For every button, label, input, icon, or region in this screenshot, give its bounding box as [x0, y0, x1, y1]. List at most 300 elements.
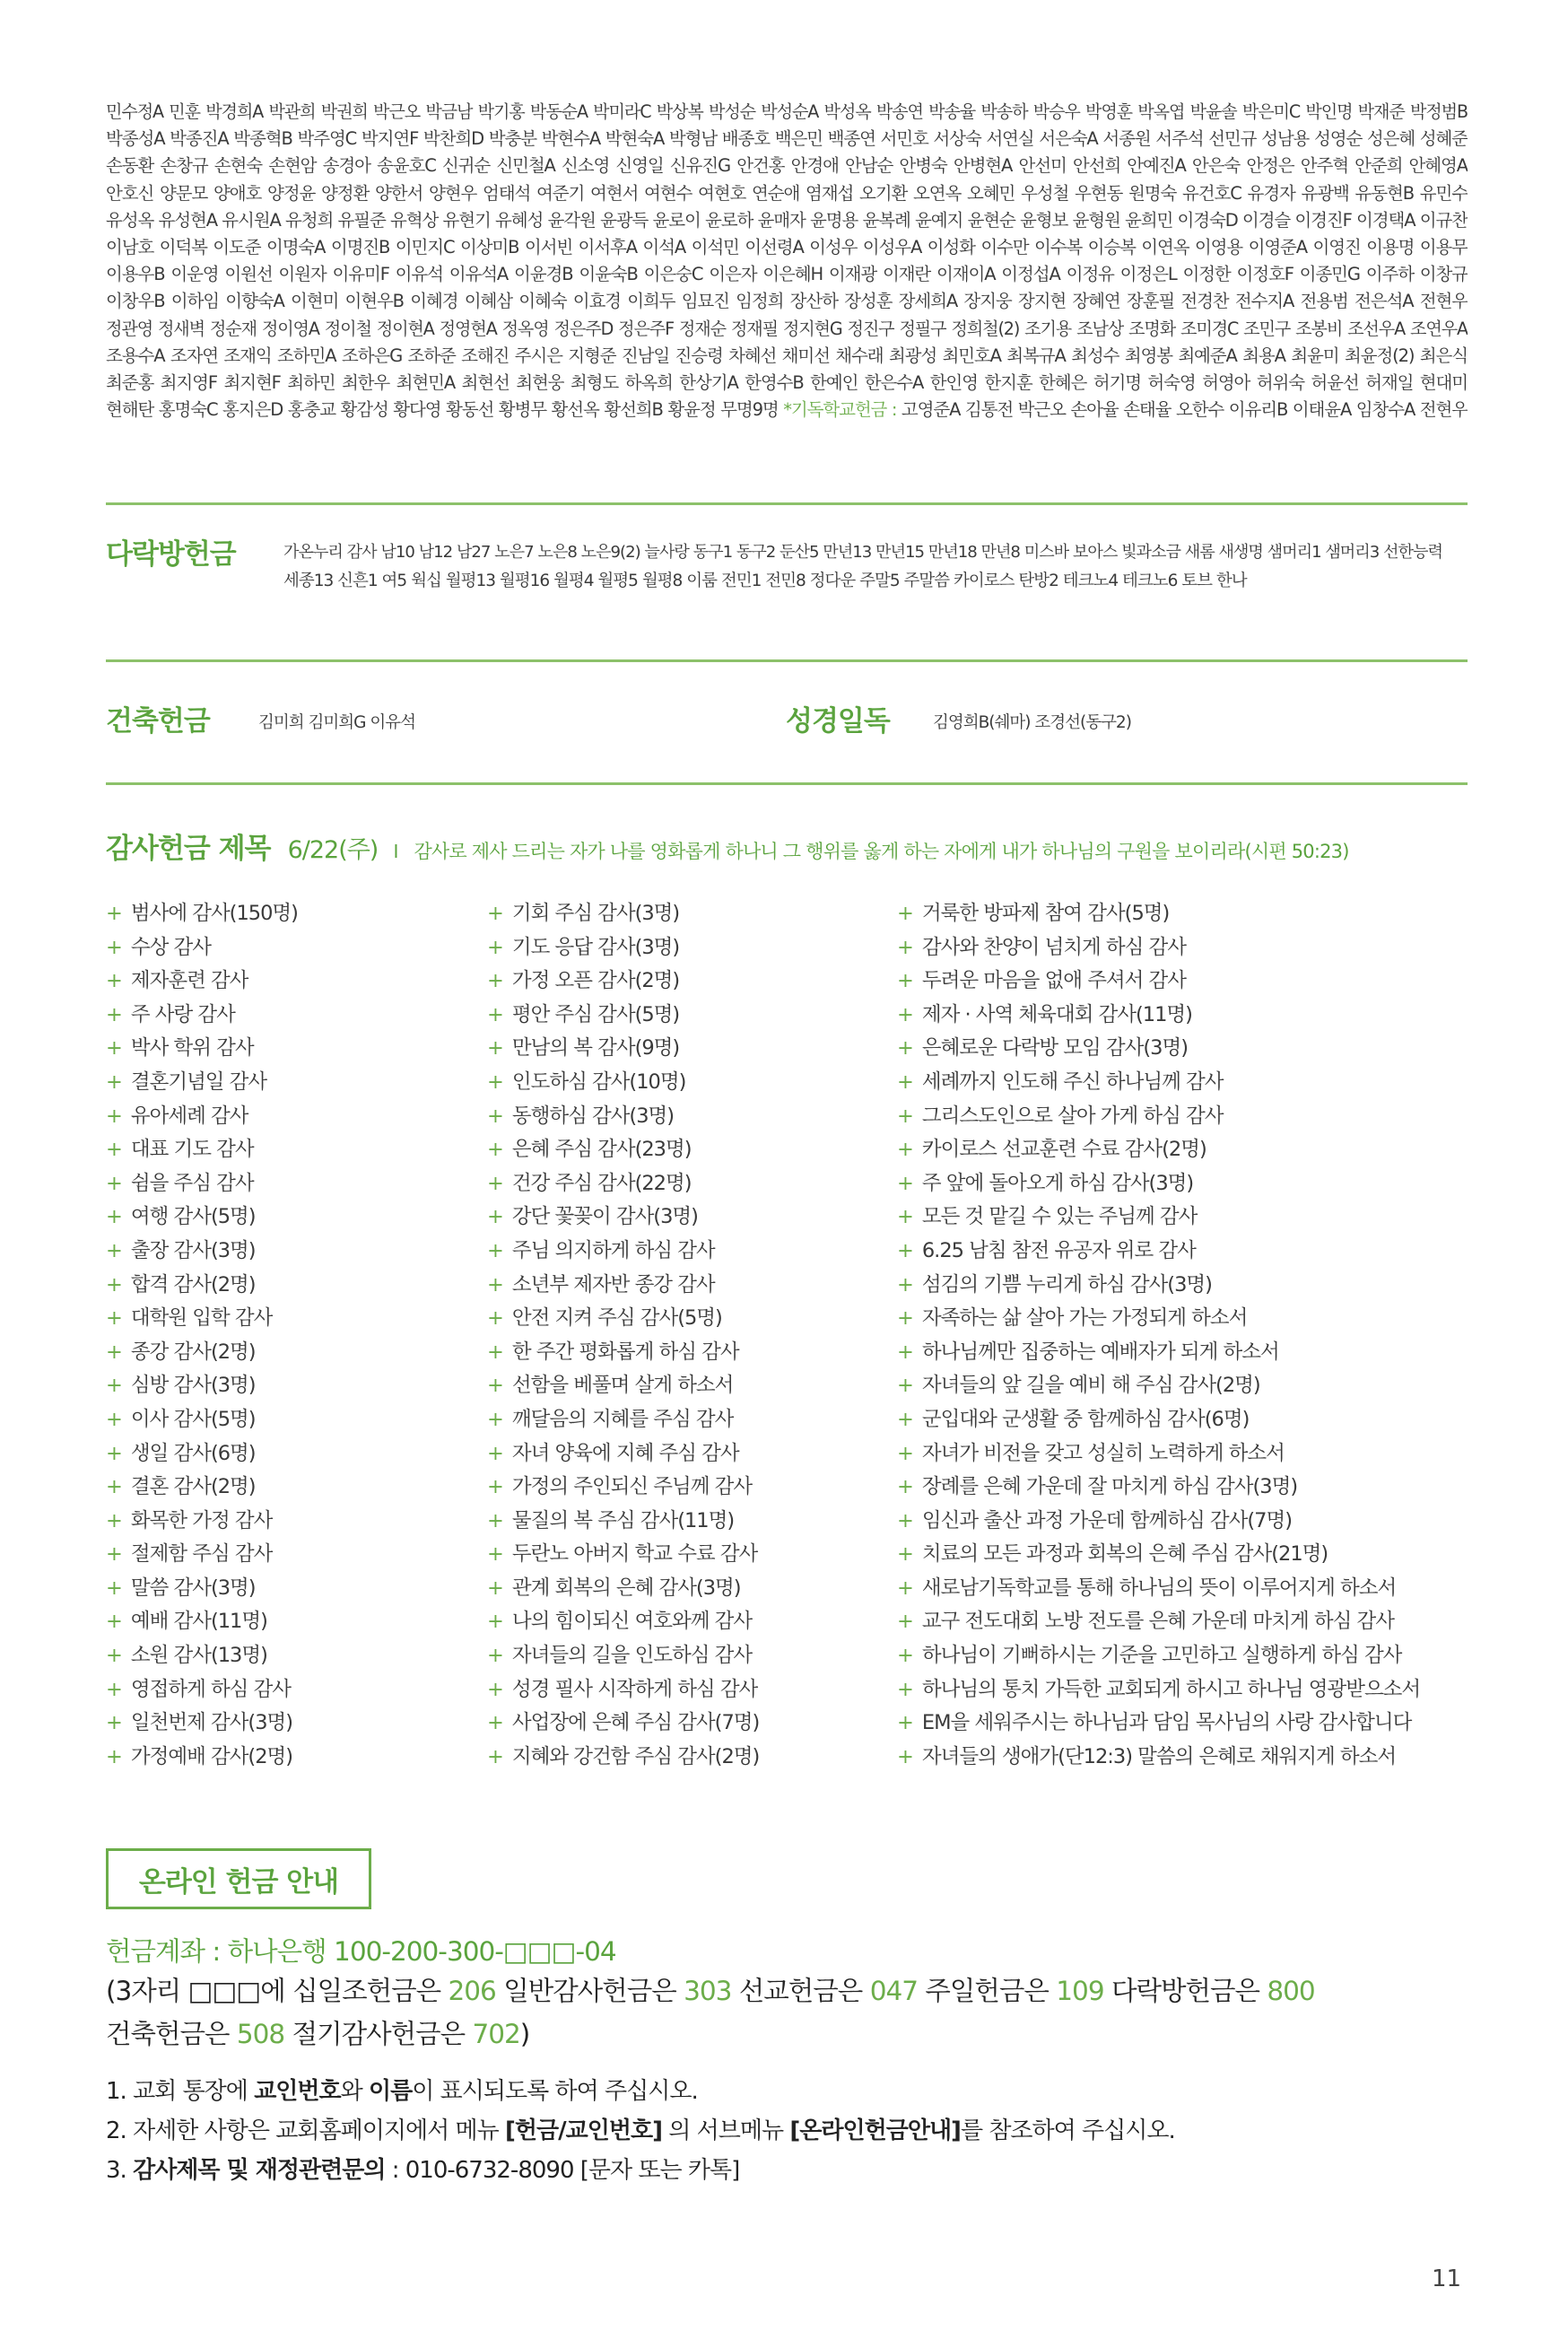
darakbang-title: 다락방헌금 — [106, 538, 236, 571]
note-2 — [106, 2112, 1175, 2145]
note-bold: 교인번호 — [254, 2078, 341, 2105]
plus-icon: + — [106, 1306, 122, 1331]
thanks-item-label: 기회 주심 감사(3명) — [511, 902, 680, 925]
thanks-column-3 — [897, 897, 1420, 1774]
donor-names-line: 박종성A 박종진A 박종혁B 박주영C 박지연F 박찬희D 박충분 박현수A 박현숙A 박형남 배종호 백은민 백종연 서민호 서상숙 서연실 서은숙A 서종원 서주석 선민규 성남용 성영순 성은혜 성혜준 — [106, 128, 1468, 150]
thanks-item-label: 관계 회복의 은혜 감사(3명) — [511, 1576, 741, 1600]
divider — [106, 502, 1468, 505]
thanks-item — [897, 1336, 1420, 1370]
thanks-column-2 — [487, 897, 759, 1774]
thanks-item-label: 그리스도인으로 살아 가게 하심 감사 — [921, 1104, 1224, 1128]
page-number: 11 — [1432, 2266, 1462, 2292]
thanks-item — [487, 1605, 759, 1639]
note-bold: [헌금/교인번호] — [505, 2117, 662, 2144]
thanks-item — [487, 1269, 759, 1303]
thanks-item-label: 건강 주심 감사(22명) — [511, 1171, 692, 1195]
thanks-item — [897, 1167, 1420, 1201]
thanks-item-label: 두란노 아버지 학교 수료 감사 — [511, 1542, 758, 1567]
plus-icon: + — [106, 1272, 122, 1296]
account-line: 헌금계좌 : 하나은행 100-200-300-□□□-04 — [106, 1936, 616, 1967]
thanks-item — [487, 1572, 759, 1606]
thanks-item-label: 은혜로운 다락방 모임 감사(3명) — [921, 1036, 1189, 1061]
note-bold: [온라인헌금안내] — [789, 2117, 961, 2144]
thanks-item — [487, 1538, 759, 1572]
plus-icon: + — [897, 1677, 913, 1701]
plus-icon: + — [897, 1238, 913, 1262]
thanks-item-label: 새로남기독학교를 통해 하나님의 뜻이 이루어지게 하소서 — [921, 1576, 1397, 1600]
plus-icon: + — [897, 1441, 913, 1465]
donor-names-line: 이남호 이덕복 이도준 이명숙A 이명진B 이민지C 이상미B 이서빈 이서후A 이석A 이석민 이선령A 이성우 이성우A 이성화 이수만 이수복 이승복 이연옥 이영용 이영준A 이영진 이용명 이용무 — [106, 236, 1468, 258]
plus-icon: + — [897, 1069, 913, 1094]
thanks-item-label: 기도 응답 감사(3명) — [511, 935, 680, 959]
darakbang-line-1: 가온누리 감사 남10 남12 남27 노은7 노은8 노은9(2) 늘사랑 동구1 동구2 둔산5 만년13 만년15 만년18 만년8 미스바 보아스 빛과소금 새롬 새생명 샘머리1 샘머리3 선한능력 — [283, 543, 1442, 562]
thanks-item-label: 자족하는 삶 살아 가는 가정되게 하소서 — [921, 1306, 1248, 1331]
thanks-item — [487, 1336, 759, 1370]
plus-icon: + — [897, 1340, 913, 1364]
thanks-item-label: 선함을 베풀며 살게 하소서 — [511, 1374, 734, 1398]
thanks-item — [897, 1639, 1420, 1673]
thanks-verse: 감사로 제사 드리는 자가 나를 영화롭게 하나니 그 행위를 옳게 하는 자에게 내가 하나님의 구원을 보이리라(시편 50:23) — [414, 841, 1349, 862]
plus-icon: + — [487, 1711, 503, 1735]
thanks-item — [487, 1471, 759, 1505]
plus-icon: + — [897, 1171, 913, 1195]
plus-icon: + — [487, 1171, 503, 1195]
thanks-item — [897, 1673, 1420, 1707]
plus-icon: + — [897, 935, 913, 959]
thanks-item-label: 카이로스 선교훈련 수료 감사(2명) — [921, 1138, 1206, 1162]
thanks-item — [487, 1437, 759, 1471]
plus-icon: + — [487, 1002, 503, 1026]
plus-icon: + — [897, 1374, 913, 1398]
plus-icon: + — [487, 1677, 503, 1701]
note-1 — [106, 2073, 698, 2106]
thanks-item — [487, 1133, 759, 1167]
plus-icon: + — [106, 1508, 122, 1532]
plus-icon: + — [487, 1441, 503, 1465]
thanks-item — [487, 1032, 759, 1066]
building-names: 김미희 김미희G 이유석 — [258, 713, 415, 732]
thanks-item — [487, 1505, 759, 1539]
thanks-item — [897, 1133, 1420, 1167]
thanks-item-label: 일천번제 감사(3명) — [130, 1711, 293, 1735]
thanks-item-label: 화목한 가정 감사 — [130, 1508, 273, 1532]
plus-icon: + — [106, 902, 122, 925]
code-tithe: 206 — [448, 1976, 496, 2006]
thanks-item — [106, 1437, 298, 1471]
thanks-item-label: 장례를 은혜 가운데 잘 마치게 하심 감사(3명) — [921, 1475, 1298, 1499]
plus-icon: + — [106, 1238, 122, 1262]
thanks-item — [487, 1167, 759, 1201]
thanks-separator: I — [393, 841, 399, 862]
thanks-item-label: 소년부 제자반 종강 감사 — [511, 1272, 715, 1296]
thanks-item — [897, 1269, 1420, 1303]
note-text: 의 서브메뉴 — [668, 2117, 784, 2144]
bible-reading-title: 성경일독 — [786, 705, 890, 738]
plus-icon: + — [487, 1238, 503, 1262]
plus-icon: + — [897, 1744, 913, 1768]
thanks-item-label: 결혼기념일 감사 — [130, 1069, 267, 1094]
thanks-item — [106, 931, 298, 965]
plus-icon: + — [106, 1407, 122, 1431]
plus-icon: + — [106, 1542, 122, 1567]
donor-names-line: 최준홍 최지영F 최지현F 최하민 최한우 최현민A 최현선 최현웅 최형도 하옥희 한상기A 한영수B 한예인 한은수A 한인영 한지훈 한혜은 허기명 허숙영 허영아 허위숙 허윤선 허재일 현대미 — [106, 371, 1468, 393]
codes-text: 일반감사헌금은 — [503, 1976, 676, 2006]
thanks-item-label: 두려운 마음을 없애 주셔서 감사 — [921, 969, 1187, 993]
plus-icon: + — [106, 1374, 122, 1398]
note-text: 3. — [106, 2157, 126, 2184]
thanks-item-label: 수상 감사 — [130, 935, 211, 959]
thanks-item — [106, 1133, 298, 1167]
thanks-item — [487, 1302, 759, 1336]
christian-school-offering-label: *기독학교헌금 : — [783, 399, 897, 421]
codes-text: ) — [519, 2019, 530, 2049]
thanks-item-label: 말씀 감사(3명) — [130, 1576, 256, 1600]
code-line-2 — [106, 2013, 529, 2051]
thanks-item-label: 세례까지 인도해 주신 하나님께 감사 — [921, 1069, 1224, 1094]
thanks-item-label: 심방 감사(3명) — [130, 1374, 256, 1398]
thanks-item-label: 치료의 모든 과정과 회복의 은혜 주심 감사(21명) — [921, 1542, 1328, 1567]
plus-icon: + — [106, 1002, 122, 1026]
plus-icon: + — [487, 935, 503, 959]
names-last-before: 현해탄 홍명숙C 홍지은D 홍충교 황감성 황다영 황동선 황병무 황선옥 황선희B 황윤정 무명9명 — [106, 399, 779, 421]
code-mission: 047 — [869, 1976, 918, 2006]
thanks-item-label: 대표 기도 감사 — [130, 1138, 254, 1162]
note-3 — [106, 2152, 739, 2185]
thanks-item-label: 소원 감사(13명) — [130, 1644, 267, 1668]
plus-icon: + — [106, 1138, 122, 1162]
thanks-item — [487, 965, 759, 999]
plus-icon: + — [106, 1576, 122, 1600]
thanks-item-label: 영접하게 하심 감사 — [130, 1677, 292, 1701]
plus-icon: + — [897, 1138, 913, 1162]
thanks-item-label: 자녀 양육에 지혜 주심 감사 — [511, 1441, 739, 1465]
plus-icon: + — [897, 1104, 913, 1128]
plus-icon: + — [487, 1069, 503, 1094]
thanks-item-label: 예배 감사(11명) — [130, 1610, 267, 1634]
thanks-item — [487, 999, 759, 1033]
plus-icon: + — [487, 1138, 503, 1162]
plus-icon: + — [487, 969, 503, 993]
donor-names-line: 안호신 양문모 양애호 양정윤 양정환 양한서 양현우 엄태석 여준기 여현서 여현수 여현호 연순애 염재섭 오기환 오연옥 오혜민 우성철 우현동 원명숙 유건호C 유경자 유광백 유동현B 유민수 — [106, 182, 1468, 204]
plus-icon: + — [897, 1272, 913, 1296]
thanks-item — [106, 1066, 298, 1100]
plus-icon: + — [897, 1508, 913, 1532]
thanks-item — [106, 1336, 298, 1370]
thanks-item — [897, 999, 1420, 1033]
code-darakbang: 800 — [1267, 1976, 1315, 2006]
thanks-item — [106, 1302, 298, 1336]
thanks-item-label: 섬김의 기쁨 누리게 하심 감사(3명) — [921, 1272, 1212, 1296]
thanks-item-label: 주 앞에 돌아오게 하심 감사(3명) — [921, 1171, 1194, 1195]
thanks-item-label: 주 사랑 감사 — [130, 1002, 235, 1026]
codes-text: 다락방헌금은 — [1111, 1976, 1259, 2006]
plus-icon: + — [106, 1171, 122, 1195]
donor-names-block — [106, 99, 1468, 397]
note-text: 를 참조하여 주십시오. — [960, 2117, 1175, 2144]
thanks-item — [897, 931, 1420, 965]
thanks-item-label: 자녀들의 길을 인도하심 감사 — [511, 1644, 753, 1668]
thanks-item-label: 종강 감사(2명) — [130, 1340, 256, 1364]
plus-icon: + — [106, 1441, 122, 1465]
thanks-item-label: 만남의 복 감사(9명) — [511, 1036, 680, 1061]
thanks-item — [106, 1167, 298, 1201]
thanks-item — [106, 1369, 298, 1403]
plus-icon: + — [897, 1205, 913, 1229]
thanks-item — [106, 897, 298, 931]
plus-icon: + — [487, 1272, 503, 1296]
thanks-item-label: 강단 꽃꽂이 감사(3명) — [511, 1205, 698, 1229]
plus-icon: + — [487, 1205, 503, 1229]
thanks-item — [106, 1707, 298, 1741]
donor-names-last-line — [106, 397, 1468, 423]
darakbang-line-2: 세종13 신흔1 여5 웍십 월평13 월평16 월평4 월평5 월평8 이룸 전민1 전민8 정다운 주말5 주말씀 카이로스 탄방2 테크노4 테크노6 토브 한나 — [283, 572, 1247, 590]
thanks-item — [106, 1673, 298, 1707]
thanks-item-label: 평안 주심 감사(5명) — [511, 1002, 680, 1026]
thanks-item — [897, 1200, 1420, 1235]
thanks-item — [106, 1572, 298, 1606]
plus-icon: + — [487, 1508, 503, 1532]
divider — [106, 659, 1468, 662]
plus-icon: + — [106, 1475, 122, 1499]
plus-icon: + — [487, 1542, 503, 1567]
thanks-item-label: 합격 감사(2명) — [130, 1272, 256, 1296]
thanks-item — [487, 1639, 759, 1673]
thanks-item-label: 박사 학위 감사 — [130, 1036, 254, 1061]
plus-icon: + — [487, 1340, 503, 1364]
thanks-item-label: 안전 지켜 주심 감사(5명) — [511, 1306, 722, 1331]
plus-icon: + — [106, 1340, 122, 1364]
thanks-item — [897, 1572, 1420, 1606]
thanks-item-label: 나의 힘이되신 여호와께 감사 — [511, 1610, 753, 1634]
thanks-item — [897, 1707, 1420, 1741]
thanks-item-label: 하나님의 통치 가득한 교회되게 하시고 하나님 영광받으소서 — [921, 1677, 1421, 1701]
plus-icon: + — [487, 1744, 503, 1768]
plus-icon: + — [106, 1644, 122, 1668]
plus-icon: + — [897, 1542, 913, 1567]
thanks-item-label: 성경 필사 시작하게 하심 감사 — [511, 1677, 758, 1701]
thanks-date: 6/22(주) — [287, 836, 379, 864]
thanks-item — [487, 1707, 759, 1741]
thanks-item-label: 하나님이 기뻐하시는 기준을 고민하고 실행하게 하심 감사 — [921, 1644, 1402, 1668]
plus-icon: + — [487, 1374, 503, 1398]
thanks-item — [106, 1639, 298, 1673]
donor-names-line: 이용우B 이운영 이원선 이원자 이유미F 이유석 이유석A 이윤경B 이윤숙B 이은숭C 이은자 이은혜H 이재광 이재란 이재이A 이정섭A 이정유 이정은L 이정한 이정호F 이종민G 이주하 이창규 — [106, 264, 1468, 285]
thanks-item-label: 쉼을 주심 감사 — [130, 1171, 254, 1195]
names-last-after: 고영준A 김통전 박근오 손아율 손태율 오한수 이유리B 이태윤A 임창수A 전현우 — [901, 399, 1468, 421]
thanks-item-label: 생일 감사(6명) — [130, 1441, 256, 1465]
plus-icon: + — [106, 1610, 122, 1634]
codes-text: 건축헌금은 — [106, 2019, 230, 2049]
code-line-1 — [106, 1970, 1315, 2008]
thanks-item — [897, 1741, 1420, 1775]
thanks-item — [487, 1673, 759, 1707]
plus-icon: + — [897, 1036, 913, 1061]
thanks-item — [897, 1369, 1420, 1403]
thanks-item — [106, 1403, 298, 1437]
thanks-header — [106, 825, 1349, 866]
code-thanks: 303 — [684, 1976, 732, 2006]
bible-reading-names: 김영희B(쉐마) 조경선(동구2) — [933, 713, 1131, 732]
codes-text: 선교헌금은 — [738, 1976, 863, 2006]
thanks-item — [487, 1235, 759, 1269]
thanks-item-label: 가정예배 감사(2명) — [130, 1744, 293, 1768]
thanks-item — [487, 931, 759, 965]
plus-icon: + — [106, 1036, 122, 1061]
plus-icon: + — [487, 1644, 503, 1668]
thanks-item — [106, 1100, 298, 1134]
thanks-item-label: 결혼 감사(2명) — [130, 1475, 256, 1499]
plus-icon: + — [106, 1677, 122, 1701]
plus-icon: + — [897, 1644, 913, 1668]
thanks-item — [897, 1437, 1420, 1471]
thanks-item — [106, 999, 298, 1033]
thanks-item — [106, 1538, 298, 1572]
plus-icon: + — [106, 1104, 122, 1128]
thanks-item-label: 대학원 입학 감사 — [130, 1306, 273, 1331]
thanks-item-label: 출장 감사(3명) — [130, 1238, 256, 1262]
note-text: : 010-6732-8090 [문자 또는 카톡] — [391, 2157, 740, 2184]
thanks-item-label: 한 주간 평화롭게 하심 감사 — [511, 1340, 739, 1364]
plus-icon: + — [487, 1475, 503, 1499]
plus-icon: + — [106, 969, 122, 993]
code-sunday: 109 — [1056, 1976, 1104, 2006]
plus-icon: + — [897, 1002, 913, 1026]
thanks-item-label: 자녀들의 생애가(단12:3) 말씀의 은혜로 채워지게 하소서 — [921, 1744, 1397, 1768]
plus-icon: + — [897, 1711, 913, 1735]
thanks-item-label: 범사에 감사(150명) — [130, 902, 298, 925]
thanks-item-label: 동행하심 감사(3명) — [511, 1104, 675, 1128]
codes-text: 절기감사헌금은 — [292, 2019, 466, 2049]
thanks-item — [106, 1505, 298, 1539]
note-bold: 이름 — [369, 2078, 413, 2105]
codes-text: 주일헌금은 — [925, 1976, 1049, 2006]
donor-names-line: 이창우B 이하임 이향숙A 이현미 이현우B 이혜경 이혜삼 이혜숙 이효경 이희두 임묘진 임정희 장산하 장성훈 장세희A 장지웅 장지현 장혜연 장훈필 전경찬 전수지A 전용범 전은석A 전현우 — [106, 291, 1468, 312]
plus-icon: + — [487, 1576, 503, 1600]
thanks-item-label: EM을 세워주시는 하나님과 담임 목사님의 사랑 감사합니다 — [921, 1711, 1412, 1735]
note-bold: 감사제목 및 재정관련문의 — [133, 2157, 386, 2184]
thanks-title: 감사헌금 제목 — [106, 833, 271, 865]
building-title: 건축헌금 — [106, 705, 210, 738]
thanks-item-label: 가정 오픈 감사(2명) — [511, 969, 680, 993]
thanks-item — [106, 1605, 298, 1639]
thanks-item-label: 자녀가 비전을 갖고 성실히 노력하게 하소서 — [921, 1441, 1285, 1465]
plus-icon: + — [487, 1104, 503, 1128]
plus-icon: + — [487, 902, 503, 925]
thanks-item — [106, 965, 298, 999]
thanks-item-label: 6.25 남침 참전 유공자 위로 감사 — [921, 1238, 1196, 1262]
thanks-item-label: 군입대와 군생활 중 함께하심 감사(6명) — [921, 1407, 1250, 1431]
thanks-item-label: 은혜 주심 감사(23명) — [511, 1138, 692, 1162]
thanks-item — [897, 897, 1420, 931]
donor-names-line: 손동환 손창규 손현숙 손현암 송경아 송윤호C 신귀순 신민철A 신소영 신영일 신유진G 안건홍 안경애 안남순 안병숙 안병현A 안선미 안선희 안예진A 안은숙 안정은 안주혁 안준희 안혜영A — [106, 155, 1468, 177]
thanks-item — [897, 1471, 1420, 1505]
thanks-item — [487, 1200, 759, 1235]
thanks-item-label: 절제함 주심 감사 — [130, 1542, 273, 1567]
plus-icon: + — [106, 1069, 122, 1094]
thanks-item — [106, 1235, 298, 1269]
thanks-item — [897, 1505, 1420, 1539]
plus-icon: + — [487, 1407, 503, 1431]
thanks-item — [106, 1269, 298, 1303]
thanks-item-label: 깨달음의 지혜를 주심 감사 — [511, 1407, 734, 1431]
thanks-item — [897, 965, 1420, 999]
plus-icon: + — [487, 1610, 503, 1634]
plus-icon: + — [897, 1306, 913, 1331]
thanks-item — [897, 1302, 1420, 1336]
plus-icon: + — [897, 969, 913, 993]
note-text: 1. 교회 통장에 — [106, 2078, 248, 2105]
thanks-item — [897, 1066, 1420, 1100]
thanks-item-label: 여행 감사(5명) — [130, 1205, 256, 1229]
thanks-item — [897, 1403, 1420, 1437]
thanks-item-label: 임신과 출산 과정 가운데 함께하심 감사(7명) — [921, 1508, 1292, 1532]
thanks-item-label: 자녀들의 앞 길을 예비 해 주심 감사(2명) — [921, 1374, 1260, 1398]
plus-icon: + — [106, 935, 122, 959]
thanks-item — [487, 897, 759, 931]
thanks-item-label: 지혜와 강건함 주심 감사(2명) — [511, 1744, 760, 1768]
plus-icon: + — [106, 1205, 122, 1229]
thanks-item-label: 교구 전도대회 노방 전도를 은혜 가운데 마치게 하심 감사 — [921, 1610, 1394, 1634]
plus-icon: + — [897, 1610, 913, 1634]
code-season: 702 — [472, 2019, 520, 2049]
plus-icon: + — [897, 1407, 913, 1431]
donor-names-line: 민수정A 민훈 박경희A 박관희 박권희 박근오 박금남 박기홍 박동순A 박미라C 박상복 박성순 박성순A 박성옥 박송연 박송율 박송하 박승우 박영훈 박옥엽 박윤솔 박은미C 박인명 박재준 박정범B — [106, 101, 1468, 122]
thanks-item-label: 감사와 찬양이 넘치게 하심 감사 — [921, 935, 1187, 959]
thanks-item-label: 가정의 주인되신 주님께 감사 — [511, 1475, 753, 1499]
thanks-item-label: 물질의 복 주심 감사(11명) — [511, 1508, 735, 1532]
thanks-item-label: 제자훈련 감사 — [130, 969, 248, 993]
thanks-item-label: 하나님께만 집중하는 예배자가 되게 하소서 — [921, 1340, 1279, 1364]
thanks-item — [106, 1200, 298, 1235]
plus-icon: + — [897, 1475, 913, 1499]
plus-icon: + — [487, 1306, 503, 1331]
note-text: 2. 자세한 사항은 교회홈페이지에서 메뉴 — [106, 2117, 499, 2144]
plus-icon: + — [106, 1711, 122, 1735]
thanks-item — [897, 1538, 1420, 1572]
thanks-item — [487, 1066, 759, 1100]
thanks-item-label: 제자 · 사역 체육대회 감사(11명) — [921, 1002, 1192, 1026]
thanks-item — [487, 1369, 759, 1403]
thanks-item-label: 인도하심 감사(10명) — [511, 1069, 686, 1094]
donor-names-line: 조용수A 조자연 조재익 조하민A 조하은G 조하준 조해진 주시은 지형준 진남일 진승령 차혜선 채미선 채수래 최광성 최민호A 최복규A 최성수 최영봉 최예준A 최용A 최윤미 최윤정(2) 최은식 — [106, 345, 1468, 366]
thanks-item-label: 사업장에 은혜 주심 감사(7명) — [511, 1711, 760, 1735]
thanks-item — [897, 1100, 1420, 1134]
thanks-item — [106, 1471, 298, 1505]
thanks-item — [487, 1741, 759, 1775]
thanks-item-label: 거룩한 방파제 참여 감사(5명) — [921, 902, 1170, 925]
thanks-item — [897, 1235, 1420, 1269]
thanks-item — [487, 1100, 759, 1134]
thanks-column-1 — [106, 897, 298, 1774]
note-text: 와 — [340, 2078, 362, 2105]
code-building: 508 — [236, 2019, 285, 2049]
divider — [106, 782, 1468, 785]
thanks-item-label: 유아세례 감사 — [130, 1104, 248, 1128]
online-offering-title: 온라인 헌금 안내 — [106, 1848, 371, 1909]
codes-prefix: (3자리 □□□에 십일조헌금은 — [106, 1976, 441, 2006]
donor-names-line: 정관영 정새벽 정순재 정이영A 정이철 정이현A 정영현A 정옥영 정은주D 정은주F 정재순 정재필 정지현G 정진구 정필구 정희철(2) 조기용 조남상 조명화 조미경C 조민구 조봉비 조선우A 조연우A — [106, 318, 1468, 339]
note-text: 이 표시되도록 하여 주십시오. — [412, 2078, 698, 2105]
plus-icon: + — [897, 1576, 913, 1600]
plus-icon: + — [897, 902, 913, 925]
thanks-item — [487, 1403, 759, 1437]
thanks-item-label: 주님 의지하게 하심 감사 — [511, 1238, 715, 1262]
thanks-item — [897, 1605, 1420, 1639]
thanks-item — [897, 1032, 1420, 1066]
donor-names-line: 유성옥 유성현A 유시원A 유청희 유필준 유혁상 유현기 유혜성 윤각원 윤광득 윤로이 윤로하 윤매자 윤명용 윤복례 윤예지 윤현순 윤형보 윤형원 윤희민 이경숙D 이경슬 이경진F 이경택A 이규찬 — [106, 209, 1468, 231]
thanks-item-label: 이사 감사(5명) — [130, 1407, 256, 1431]
thanks-item — [106, 1032, 298, 1066]
